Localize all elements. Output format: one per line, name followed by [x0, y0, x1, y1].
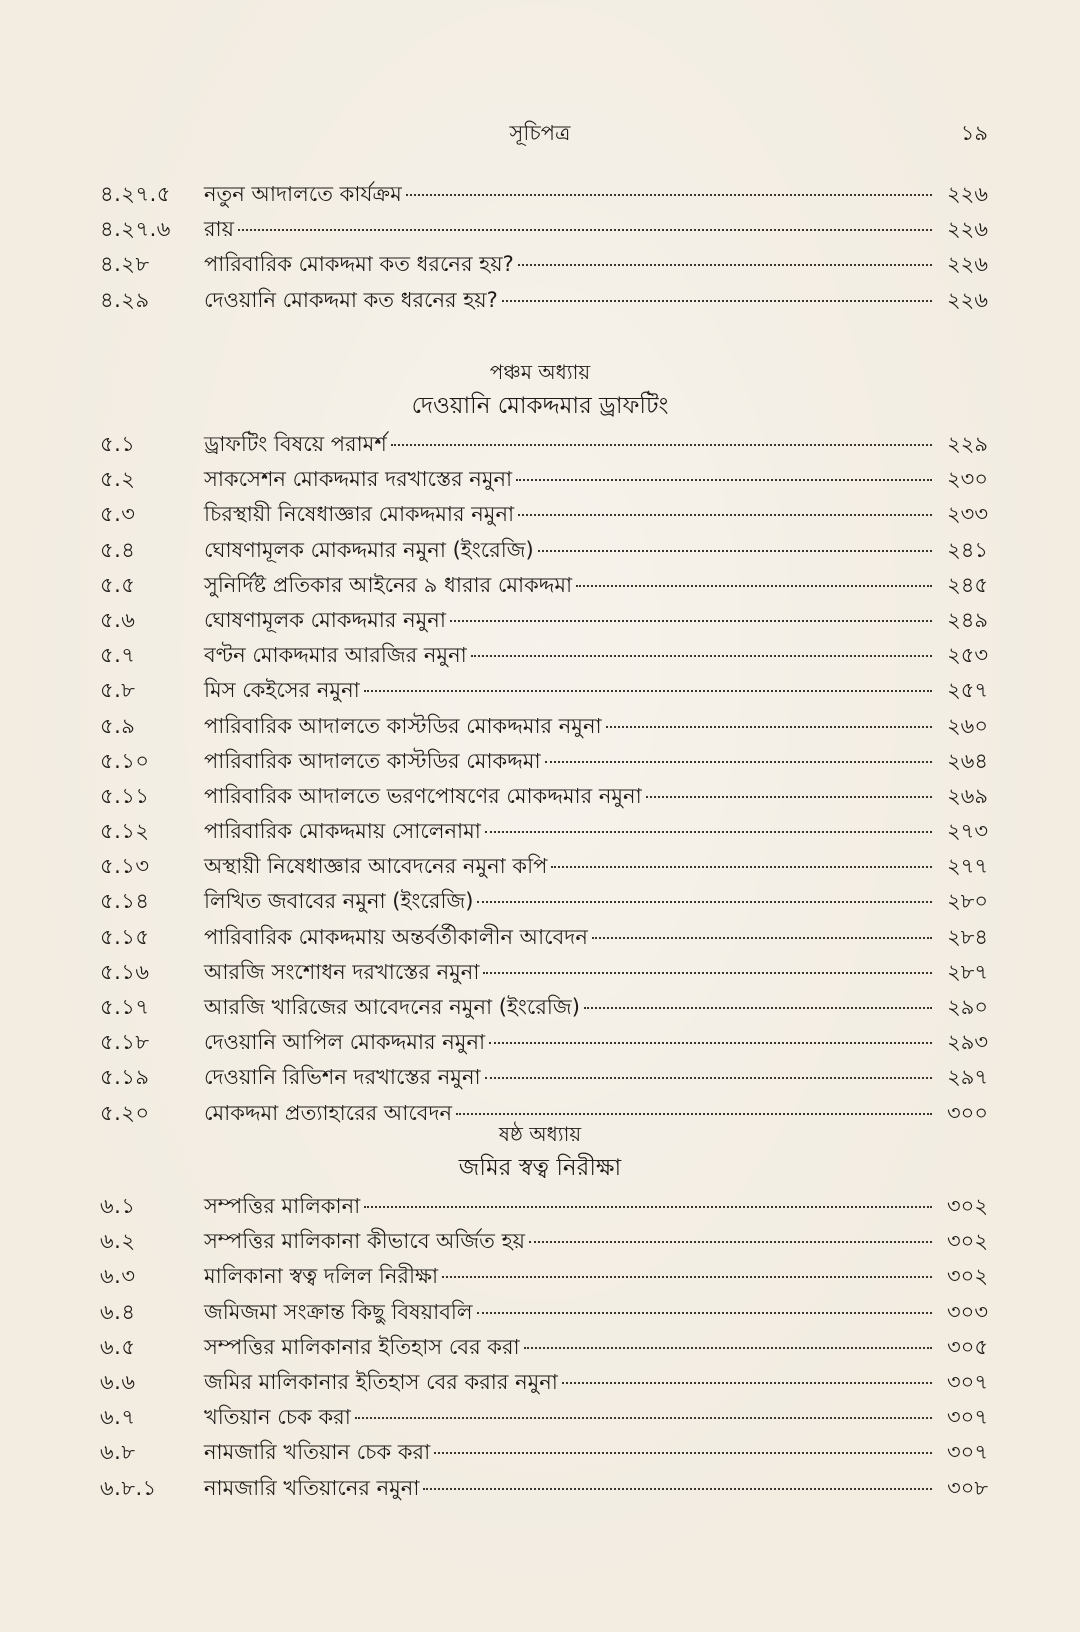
toc-entry [100, 1472, 988, 1507]
dot-leader [456, 1113, 932, 1115]
toc-entry [100, 1061, 988, 1096]
entry-number: ৫.১৩ [100, 854, 150, 879]
entry-page: ৩০৩ [947, 1299, 988, 1324]
chapter-5-label: পঞ্চম অধ্যায় [489, 360, 591, 384]
entry-page: ২৯৩ [947, 1030, 988, 1055]
entry-title: পারিবারিক মোকদ্দমা কত ধরনের হয়? [204, 252, 514, 277]
entry-title: নামজারি খতিয়ান চেক করা [204, 1440, 431, 1465]
entry-page: ২২৯ [947, 432, 988, 456]
entry-number: ৫.১৫ [100, 924, 150, 949]
dot-leader [423, 1488, 932, 1490]
entry-title: আরজি খারিজের আবেদনের নমুনা (ইংরেজি) [204, 995, 580, 1019]
toc-entry [100, 1296, 988, 1331]
entry-title: ড্রাফটিং বিষয়ে পরামর্শ [204, 432, 387, 456]
toc-entry [100, 1331, 988, 1366]
entry-page: ২২৬ [947, 252, 988, 277]
entry-number: ৫.৬ [100, 607, 136, 632]
toc-entry [100, 850, 988, 885]
entry-title: পারিবারিক মোকদ্দমায় সোলেনামা [204, 819, 481, 844]
toc-section-chapter4-continued [100, 178, 988, 319]
dot-leader [442, 1276, 932, 1278]
dot-leader [450, 620, 932, 622]
entry-page: ৩০০ [947, 1100, 988, 1125]
dot-leader [483, 972, 932, 974]
dot-leader [406, 194, 932, 196]
entry-number: ৫.৪ [100, 537, 136, 562]
toc-entry [100, 745, 988, 780]
entry-page: ৩০৮ [947, 1475, 988, 1500]
entry-title: খতিয়ান চেক করা [204, 1405, 351, 1430]
toc-entry [100, 1366, 988, 1401]
entry-number: ৫.১১ [100, 783, 150, 808]
toc-entry [100, 1190, 988, 1225]
toc-entry [100, 604, 988, 639]
entry-title: জমির মালিকানার ইতিহাস বের করার নমুনা [204, 1369, 558, 1394]
entry-title: অস্থায়ী নিষেধাজ্ঞার আবেদনের নমুনা কপি [204, 854, 548, 879]
entry-page: ২৪১ [947, 537, 988, 562]
entry-number: ৬.৭ [100, 1405, 136, 1430]
toc-entry [100, 1436, 988, 1471]
entry-page: ২৬৪ [947, 748, 988, 773]
dot-leader [364, 690, 932, 692]
entry-title: পারিবারিক আদালতে কাস্টডির মোকদ্দমার নমুনা [204, 713, 602, 738]
dot-leader [545, 761, 932, 763]
dot-leader [518, 514, 932, 516]
toc-entry [100, 991, 988, 1026]
toc-entry [100, 1401, 988, 1436]
entry-title: জমিজমা সংক্রান্ত কিছু বিষয়াবলি [204, 1299, 473, 1324]
entry-number: ৫.৯ [100, 713, 136, 738]
toc-entry [100, 213, 988, 248]
entry-page: ৩০৭ [947, 1405, 988, 1430]
dot-leader [485, 1077, 932, 1079]
toc-entry [100, 463, 988, 498]
toc-entry [100, 674, 988, 709]
entry-title: সাকসেশন মোকদ্দমার দরখাস্তের নমুনা [204, 467, 513, 492]
entry-number: ৬.৫ [100, 1334, 136, 1359]
entry-page: ২৬৯ [947, 783, 988, 808]
entry-title: নতুন আদালতে কার্যক্রম [204, 182, 402, 206]
dot-leader [538, 550, 932, 552]
dot-leader [646, 796, 932, 798]
entry-title: বণ্টন মোকদ্দমার আরজির নমুনা [204, 643, 467, 668]
dot-leader [471, 655, 932, 657]
entry-title: পারিবারিক মোকদ্দমায় অন্তর্বর্তীকালীন আবেদন [204, 924, 588, 949]
entry-number: ৫.২০ [100, 1100, 150, 1125]
dot-leader [391, 444, 932, 446]
entry-number: ৫.১৯ [100, 1065, 150, 1090]
dot-leader [584, 1007, 932, 1009]
dot-leader [516, 479, 932, 481]
entry-title: সুনির্দিষ্ট প্রতিকার আইনের ৯ ধারার মোকদ্দমা [204, 572, 573, 597]
entry-number: ৫.৭ [100, 643, 136, 668]
entry-title: মিস কেইসের নমুনা [204, 678, 360, 703]
dot-leader [524, 1347, 932, 1349]
entry-number: ৫.১৭ [100, 995, 150, 1019]
chapter-5-title: দেওয়ানি মোকদ্দমার ড্রাফটিং [411, 393, 669, 419]
toc-entry [100, 1026, 988, 1061]
entry-page: ২৪৫ [947, 572, 988, 597]
entry-title: মোকদ্দমা প্রত্যাহারের আবেদন [204, 1100, 453, 1125]
dot-leader [364, 1206, 932, 1208]
entry-title: লিখিত জবাবের নমুনা (ইংরেজি) [204, 889, 474, 914]
toc-entry [100, 178, 988, 213]
entry-page: ৩০২ [947, 1194, 988, 1218]
dot-leader [355, 1417, 932, 1419]
entry-number: ৬.২ [100, 1229, 136, 1254]
dot-leader [606, 726, 932, 728]
entry-title: সম্পত্তির মালিকানা [204, 1194, 361, 1218]
dot-leader [485, 831, 932, 833]
entry-number: ৫.১২ [100, 819, 150, 844]
toc-entry [100, 284, 988, 319]
toc-entry [100, 248, 988, 283]
entry-title: পারিবারিক আদালতে ভরণপোষণের মোকদ্দমার নমুনা [204, 783, 642, 808]
dot-leader [477, 901, 932, 903]
toc-entry [100, 569, 988, 604]
entry-page: ৩০২ [947, 1229, 988, 1254]
toc-entry [100, 428, 988, 463]
entry-page: ২২৬ [947, 287, 988, 312]
dot-leader [489, 1042, 932, 1044]
entry-number: ৬.৮.১ [100, 1475, 157, 1500]
entry-page: ৩০৭ [947, 1369, 988, 1394]
entry-title: সম্পত্তির মালিকানা কীভাবে অর্জিত হয় [204, 1229, 526, 1254]
entry-page: ২৮০ [947, 889, 988, 914]
toc-entry [100, 921, 988, 956]
dot-leader [551, 866, 932, 868]
entry-page: ৩০২ [947, 1264, 988, 1289]
entry-title: পারিবারিক আদালতে কাস্টডির মোকদ্দমা [204, 748, 541, 773]
entry-title: সম্পত্তির মালিকানার ইতিহাস বের করা [204, 1334, 520, 1359]
entry-page: ২৯৭ [947, 1065, 988, 1090]
toc-entry [100, 956, 988, 991]
toc-entry [100, 534, 988, 569]
entry-page: ২৭৩ [947, 819, 988, 844]
entry-number: ৫.১৪ [100, 889, 150, 914]
entry-page: ২৪৯ [947, 607, 988, 632]
entry-number: ৪.২৯ [100, 287, 150, 312]
entry-title: দেওয়ানি মোকদ্দমা কত ধরনের হয়? [204, 287, 498, 312]
entry-page: ২৩৩ [947, 502, 988, 527]
entry-page: ২৫৭ [947, 678, 988, 703]
entry-number: ৬.৮ [100, 1440, 136, 1465]
toc-entry [100, 639, 988, 674]
toc-entry [100, 1225, 988, 1260]
dot-leader [477, 1312, 932, 1314]
running-header [0, 118, 1080, 148]
dot-leader [592, 937, 932, 939]
entry-number: ৬.৩ [100, 1264, 136, 1289]
dot-leader [518, 264, 932, 266]
entry-page: ২৫৩ [947, 643, 988, 668]
entry-number: ৫.৫ [100, 572, 136, 597]
toc-entry [100, 498, 988, 533]
entry-page: ৩০৭ [947, 1440, 988, 1465]
toc-entry [100, 815, 988, 850]
dot-leader [576, 585, 932, 587]
toc-entry [100, 885, 988, 920]
entry-page: ২৩০ [947, 467, 988, 492]
entry-number: ৪.২৭.৬ [100, 217, 171, 242]
entry-number: ৫.২ [100, 467, 136, 492]
toc-section-chapter5 [100, 428, 988, 1132]
entry-page: ২৯০ [947, 995, 988, 1019]
entry-title: দেওয়ানি আপিল মোকদ্দমার নমুনা [204, 1030, 486, 1055]
entry-page: ২৮৪ [947, 924, 988, 949]
entry-number: ৫.১০ [100, 748, 150, 773]
entry-title: আরজি সংশোধন দরখাস্তের নমুনা [204, 959, 480, 984]
entry-title: দেওয়ানি রিভিশন দরখাস্তের নমুনা [204, 1065, 481, 1090]
dot-leader [502, 300, 932, 302]
toc-entry [100, 710, 988, 745]
entry-page: ২৮৭ [947, 959, 988, 984]
entry-number: ৫.১৮ [100, 1030, 150, 1055]
entry-number: ৪.২৮ [100, 252, 150, 277]
entry-number: ৬.৬ [100, 1369, 136, 1394]
entry-page: ২২৬ [947, 182, 988, 206]
dot-leader [529, 1241, 932, 1243]
dot-leader [238, 229, 932, 231]
running-title: সূচিপত্র [509, 121, 571, 145]
entry-number: ৬.১ [100, 1194, 136, 1218]
entry-title: চিরস্থায়ী নিষেধাজ্ঞার মোকদ্দমার নমুনা [204, 502, 515, 527]
entry-number: ৫.১ [100, 432, 136, 456]
entry-number: ৫.১৬ [100, 959, 150, 984]
toc-entry [100, 1260, 988, 1295]
entry-page: ৩০৫ [947, 1334, 988, 1359]
entry-number: ৫.৮ [100, 678, 136, 703]
entry-title: নামজারি খতিয়ানের নমুনা [204, 1475, 420, 1500]
chapter-6-title: জমির স্বত্ব নিরীক্ষা [458, 1155, 622, 1181]
dot-leader [434, 1452, 932, 1454]
entry-title: মালিকানা স্বত্ব দলিল নিরীক্ষা [204, 1264, 439, 1289]
toc-entry [100, 780, 988, 815]
entry-page: ২৬০ [947, 713, 988, 738]
toc-section-chapter6 [100, 1190, 988, 1507]
entry-title: ঘোষণামূলক মোকদ্দমার নমুনা (ইংরেজি) [204, 537, 534, 562]
entry-title: রায় [204, 217, 235, 242]
entry-number: ৫.৩ [100, 502, 136, 527]
entry-page: ২৭৭ [947, 854, 988, 879]
entry-title: ঘোষণামূলক মোকদ্দমার নমুনা [204, 607, 446, 632]
entry-number: ৬.৪ [100, 1299, 136, 1324]
dot-leader [562, 1382, 932, 1384]
chapter-6-label: ষষ্ঠ অধ্যায় [498, 1122, 582, 1146]
entry-page: ২২৬ [947, 217, 988, 242]
page-number: ১৯ [960, 121, 988, 145]
entry-number: ৪.২৭.৫ [100, 182, 171, 206]
